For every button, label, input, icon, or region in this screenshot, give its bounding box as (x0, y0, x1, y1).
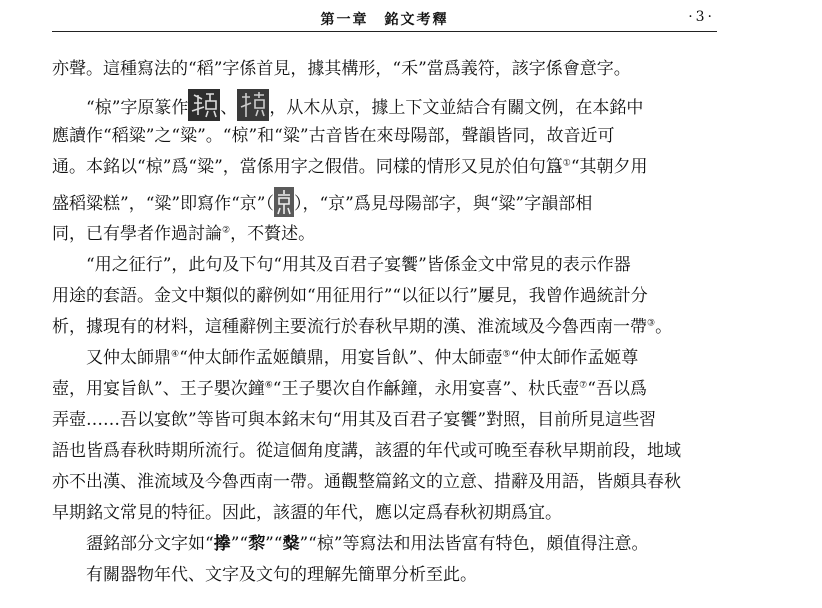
text-run: “王子嬰次自作龢鐘，永用宴喜”、杕氏壺 (272, 379, 580, 399)
footnote-marker[interactable]: ② (222, 225, 231, 236)
text-line (52, 564, 720, 595)
text-line (52, 533, 720, 564)
text-run: “吾以爲 (587, 379, 647, 399)
footnote-marker[interactable]: ① (562, 158, 571, 169)
text-run: 亦聲。這種寫法的“稻”字係首見，據其構形，“禾”當爲義符，該字係會意字。 (52, 59, 631, 79)
text-line (52, 187, 720, 223)
text-run: 盨銘部分文字如“ (86, 534, 214, 554)
text-run: 又仲太師鼎 (86, 348, 171, 368)
special-character: 搼 (213, 534, 231, 554)
page-number: ·3· (688, 9, 715, 25)
text-run: 用途的套語。金文中類似的辭例如“用征用行”“以征以行”屢見，我曾作過統計分 (52, 286, 648, 306)
text-run: “椋”字原篆作 (86, 98, 189, 118)
text-run: 。 (655, 317, 673, 337)
text-run: ，不贅述。 (230, 224, 316, 244)
running-header (52, 7, 717, 32)
text-line (52, 89, 720, 125)
text-run: ”“ (230, 534, 249, 554)
text-run: ，从木从京，據上下文並結合有關文例，在本銘中 (269, 98, 644, 118)
text-run: 析，據現有的材料，這種辭例主要流行於春秋早期的漢、淮流域及今魯西南一帶 (52, 317, 647, 337)
text-run: 語也皆爲春秋時期所流行。從這個角度講，該盨的年代或可晚至春秋早期前段，地域 (52, 441, 681, 461)
text-line (52, 125, 720, 156)
text-line (52, 58, 720, 89)
text-run: 同，已有學者作過討論 (52, 224, 222, 244)
text-run: “用之征行”，此句及下句“用其及百君子宴饗”皆係金文中常見的表示作器 (86, 255, 631, 275)
text-run: 盛稻粱糕”，“粱”即寫作“京”（ (52, 194, 274, 214)
chapter-title: 第一章 銘文考釋 (320, 12, 449, 28)
text-run: “仲太師作孟姬尊 (510, 348, 639, 368)
text-line (52, 156, 720, 187)
text-run: ”“椋”等寫法和用法皆富有特色，頗值得注意。 (299, 534, 649, 554)
special-character: 𥟖 (248, 534, 266, 554)
text-line (52, 223, 720, 254)
footnote-marker[interactable]: ⑤ (502, 349, 511, 360)
special-character: 𥻦 (282, 534, 300, 554)
text-line (52, 285, 720, 316)
text-line (52, 502, 720, 533)
text-line (52, 378, 720, 409)
text-run: 早期銘文常見的特征。因此，該盨的年代，應以定爲春秋初期爲宜。 (52, 503, 562, 523)
text-run: “其朝夕用 (570, 157, 648, 177)
text-line (52, 347, 720, 378)
footnote-marker[interactable]: ④ (171, 349, 180, 360)
footnote-marker[interactable]: ⑥ (264, 380, 273, 391)
inscription-glyph-image (237, 89, 269, 121)
text-run: ”“ (265, 534, 283, 554)
text-line (52, 471, 720, 502)
text-line (52, 254, 720, 285)
text-line (52, 440, 720, 471)
text-run: 亦不出漢、淮流域及今魯西南一帶。通觀整篇銘文的立意、措辭及用語，皆頗具春秋 (52, 472, 681, 492)
text-run: 弄壺……吾以宴飲”等皆可與本銘末句“用其及百君子宴饗”對照，目前所見這些習 (52, 410, 657, 430)
text-run: 壺，用宴旨飤”、王子嬰次鐘 (52, 379, 265, 399)
text-run: ），“京”爲見母陽部字，與“粱”字韻部相 (293, 194, 593, 214)
footnote-marker[interactable]: ③ (647, 318, 656, 329)
text-line (52, 316, 720, 347)
inscription-glyph-image (188, 89, 220, 121)
text-run: 有關器物年代、文字及文句的理解先簡單分析至此。 (86, 565, 477, 585)
body-text (52, 58, 720, 595)
inscription-glyph-image (274, 187, 294, 217)
footnote-marker[interactable]: ⑦ (579, 380, 588, 391)
text-run: “仲太師作孟姬饙鼎，用宴旨飤”、仲太師壺 (179, 348, 503, 368)
text-run: 、 (220, 98, 238, 118)
text-line (52, 409, 720, 440)
text-run: 通。本銘以“椋”爲“粱”，當係用字之假借。同樣的情形又見於伯句簋 (52, 157, 563, 177)
text-run: 應讀作“稻粱”之“粱”。“椋”和“粱”古音皆在來母陽部，聲韻皆同，故音近可 (52, 126, 615, 146)
